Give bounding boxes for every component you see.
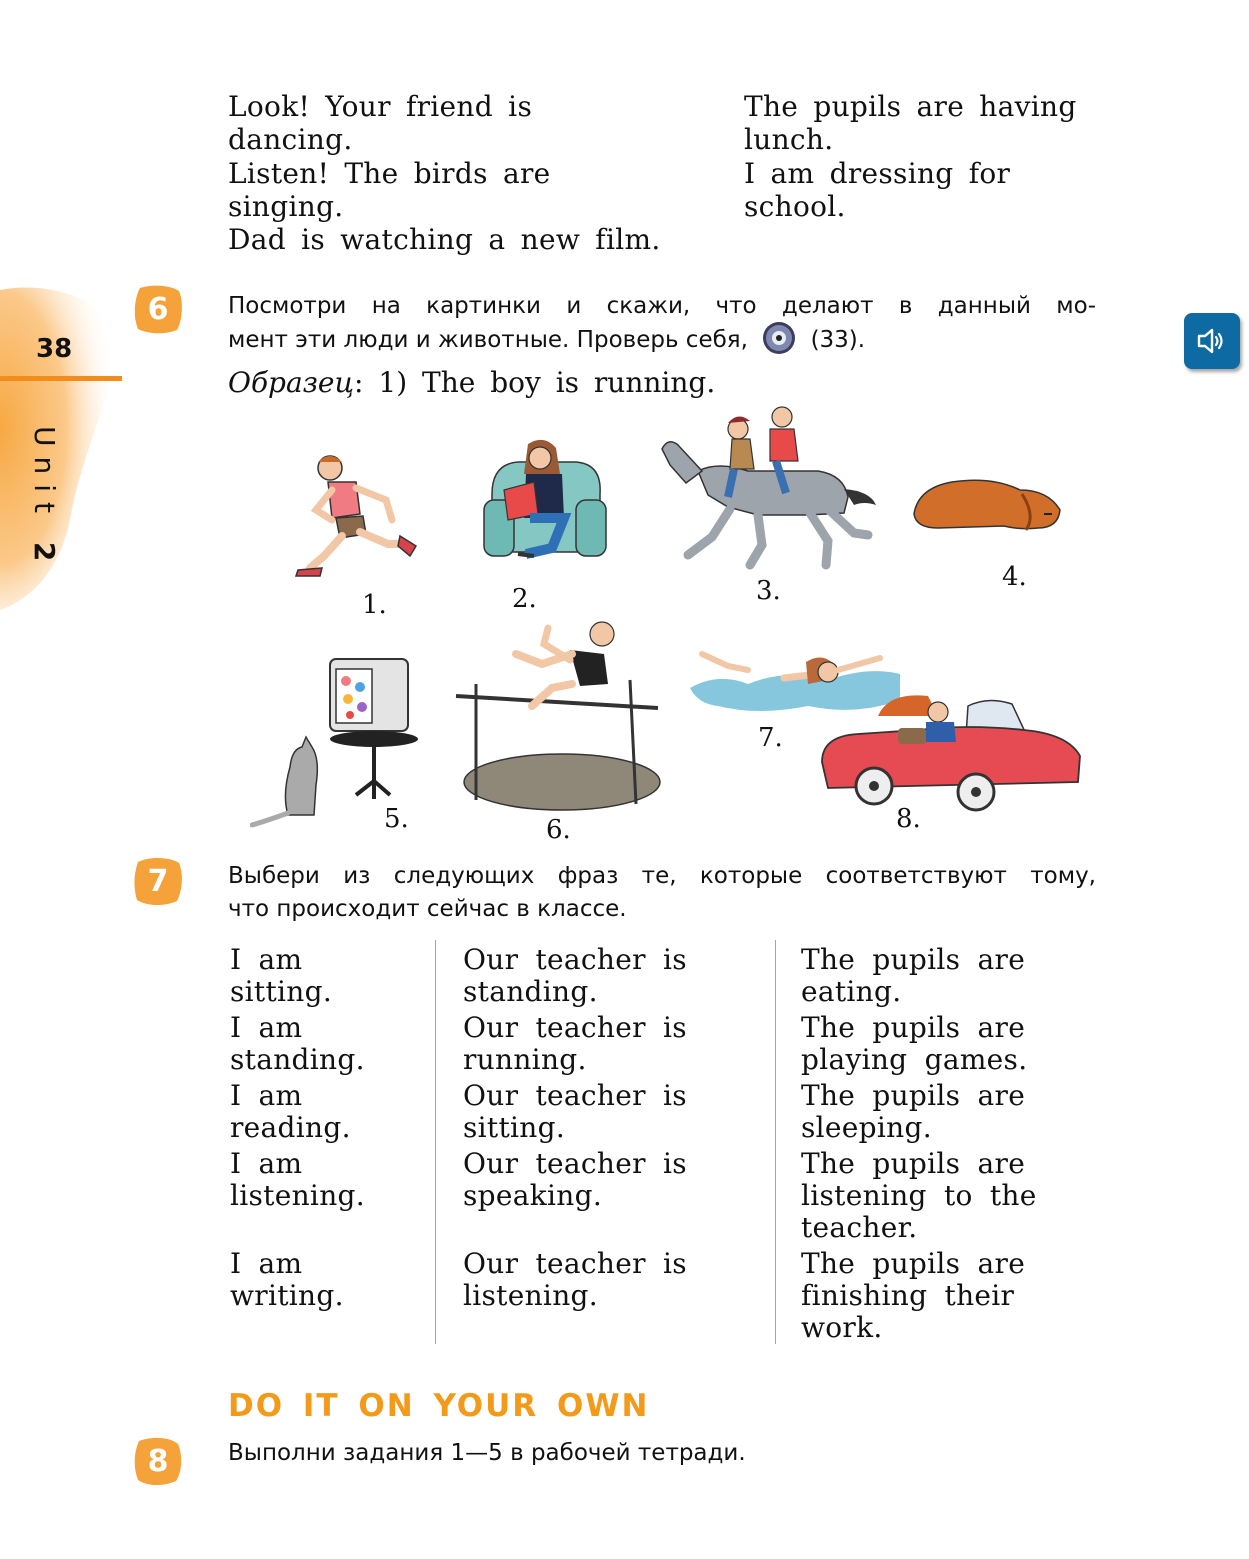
picture-boy-running [288, 448, 428, 583]
exercise-6-number: 6 [147, 291, 169, 327]
picture-sleeping-dog [908, 470, 1068, 536]
intro-right-line-3: I am dressing for [744, 157, 1011, 190]
phrase-item: I am listening. [230, 1147, 365, 1212]
exercise-8-number: 8 [147, 1443, 169, 1479]
phrase-item: Our teacher is speaking. [463, 1147, 687, 1212]
exercise-6-instruction-text: мент эти люди и животные. Проверь себя, [228, 327, 748, 353]
column-divider-2 [775, 940, 776, 1344]
phrase-item: The pupils are eating. [801, 943, 1026, 1008]
exercise-7-badge [132, 855, 184, 907]
page-number: 38 [36, 334, 73, 364]
exercise-7-instruction-line-1: Выбери из следующих фраз те, которые соответствуют тому, [228, 863, 1096, 889]
audio-button[interactable] [1184, 313, 1240, 369]
intro-right-line-2: lunch. [744, 123, 834, 156]
picture-girl-driving-car [818, 686, 1083, 812]
page-number-rule [0, 376, 122, 381]
exercise-7-instruction-line-2: что происходит сейчас в классе. [228, 896, 627, 922]
sample-text: : 1) The boy is running. [354, 366, 716, 399]
exercise-6-instruction-line-2 [228, 320, 865, 356]
picture-number-7: 7. [758, 723, 783, 753]
phrases-column-2 [463, 944, 687, 1316]
exercise-6-sample [228, 366, 715, 399]
phrase-item: I am sitting. [230, 943, 333, 1008]
picture-number-8: 8. [896, 804, 921, 834]
exercise-6-badge [132, 283, 184, 335]
phrase-item: The pupils are playing games. [801, 1011, 1028, 1076]
intro-left-line-5: Dad is watching a new film. [228, 223, 661, 256]
intro-left-line-4: singing. [228, 190, 344, 223]
intro-left-line-3: Listen! The birds are [228, 157, 551, 190]
picture-number-6: 6. [546, 815, 571, 845]
phrase-item: Our teacher is running. [463, 1011, 687, 1076]
phrase-item: I am writing. [230, 1247, 344, 1312]
phrases-column-3 [801, 944, 1037, 1348]
phrase-item: Our teacher is sitting. [463, 1079, 687, 1144]
picture-girl-reading [478, 434, 608, 569]
exercise-6-instruction-ref: (33). [810, 327, 866, 353]
exercise-8-badge [132, 1435, 184, 1487]
phrase-item: Our teacher is listening. [463, 1247, 687, 1312]
unit-number: 2 [28, 541, 61, 572]
exercise-7-number: 7 [147, 863, 169, 899]
picture-number-1: 1. [362, 590, 387, 620]
section-heading: DO IT ON YOUR OWN [228, 1388, 650, 1424]
picture-number-3: 3. [756, 576, 781, 606]
intro-right-line-1: The pupils are having [744, 90, 1077, 123]
picture-number-5: 5. [384, 804, 409, 834]
phrase-item: I am standing. [230, 1011, 365, 1076]
intro-left-line-2: dancing. [228, 123, 353, 156]
picture-number-4: 4. [1002, 562, 1027, 592]
exercise-8-instruction: Выполни задания 1—5 в рабочей тетради. [228, 1440, 746, 1466]
phrase-item: The pupils are listening to the teacher. [801, 1147, 1037, 1244]
picture-number-2: 2. [512, 584, 537, 614]
column-divider-1 [435, 940, 436, 1344]
phrase-item: I am reading. [230, 1079, 351, 1144]
exercise-6-instruction-line-1: Посмотри на картинки и скажи, что делают в данный мо- [228, 293, 1096, 319]
speaker-icon [1195, 326, 1229, 356]
phrases-column-1 [230, 944, 365, 1316]
cd-icon[interactable] [761, 320, 797, 356]
intro-right-line-4: school. [744, 190, 846, 223]
unit-word: Unit [28, 426, 61, 523]
intro-left-line-1: Look! Your friend is [228, 90, 533, 123]
sample-label: Образец [228, 366, 355, 399]
picture-boys-riding-horse [658, 405, 883, 570]
phrase-item: The pupils are sleeping. [801, 1079, 1026, 1144]
phrase-item: Our teacher is standing. [463, 943, 687, 1008]
phrase-item: The pupils are finishing their work. [801, 1247, 1026, 1344]
picture-boy-high-jump [452, 614, 662, 814]
unit-label [28, 426, 78, 586]
